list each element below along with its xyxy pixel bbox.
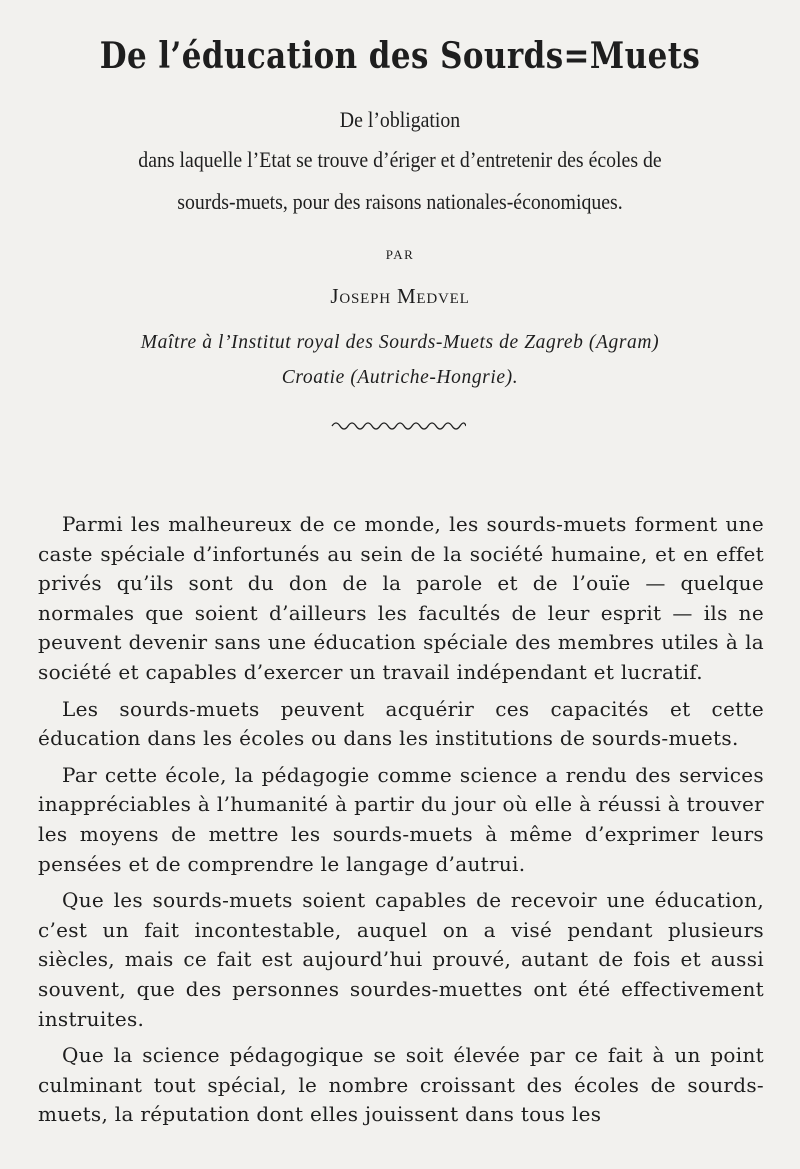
body-paragraph-5: Que la science pédagogique se soit élevée par ce fait à un point culminant tout spécial, le nombre croissant des écoles de sourds-muets, la réputation dont elles jouissent dans tous les (38, 1043, 764, 1127)
author-name: Joseph Medvel (330, 284, 470, 308)
wavy-divider-ornament (330, 418, 466, 434)
body-paragraph-2: Les sourds-muets peuvent acquérir ces capacités et cette éducation dans les écoles ou dans les institutions de sourds-muets. (38, 696, 764, 751)
body-paragraph-1: Parmi les malheureux de ce monde, les sourds-muets forment une caste spéciale d’infortunés au sein de la société humaine, et en effet privés qu’ils sont du don de la parole et de l’ouïe — quelque normales que soient d’ailleurs les facultés de leur esprit — ils ne peuvent devenir sans une éducation spéciale des membres utiles à la société et capables d’exercer un travail indépendant et lucratif. (38, 512, 764, 684)
body-paragraph-3: Par cette école, la pédagogie comme science a rendu des services inappréciables à l’humanité à partir du jour où elle à réussi à trouver les moyens de mettre les sourds-muets à même d’exprimer leurs pensées et de comprendre le langage d’autrui. (38, 762, 764, 876)
affiliation-line-2: Croatie (Autriche-Hongrie). (281, 367, 519, 388)
subtitle-line-2: dans laquelle l’Etat se trouve d’ériger et d’entretenir des écoles de (138, 147, 662, 172)
body-paragraph-4: Que les sourds-muets soient capables de recevoir une éducation, c’est un fait incontestable, auquel on a visé pendant plusieurs siècles, mais ce fait est aujourd’hui prouvé, autant de fois et aussi souvent, que des personnes sourdes-muettes ont été effectivement instruites. (38, 888, 764, 1031)
subtitle-line-1: De l’obligation (339, 107, 461, 132)
affiliation-line-1: Maître à l’Institut royal des Sourds-Muets de Zagreb (Agram) (140, 332, 660, 353)
by-label: PAR (385, 247, 415, 262)
article-title: De l’éducation des Sourds=Muets (99, 35, 701, 77)
article-body (38, 510, 764, 1137)
subtitle-line-3: sourds-muets, pour des raisons nationales-économiques. (177, 189, 623, 214)
